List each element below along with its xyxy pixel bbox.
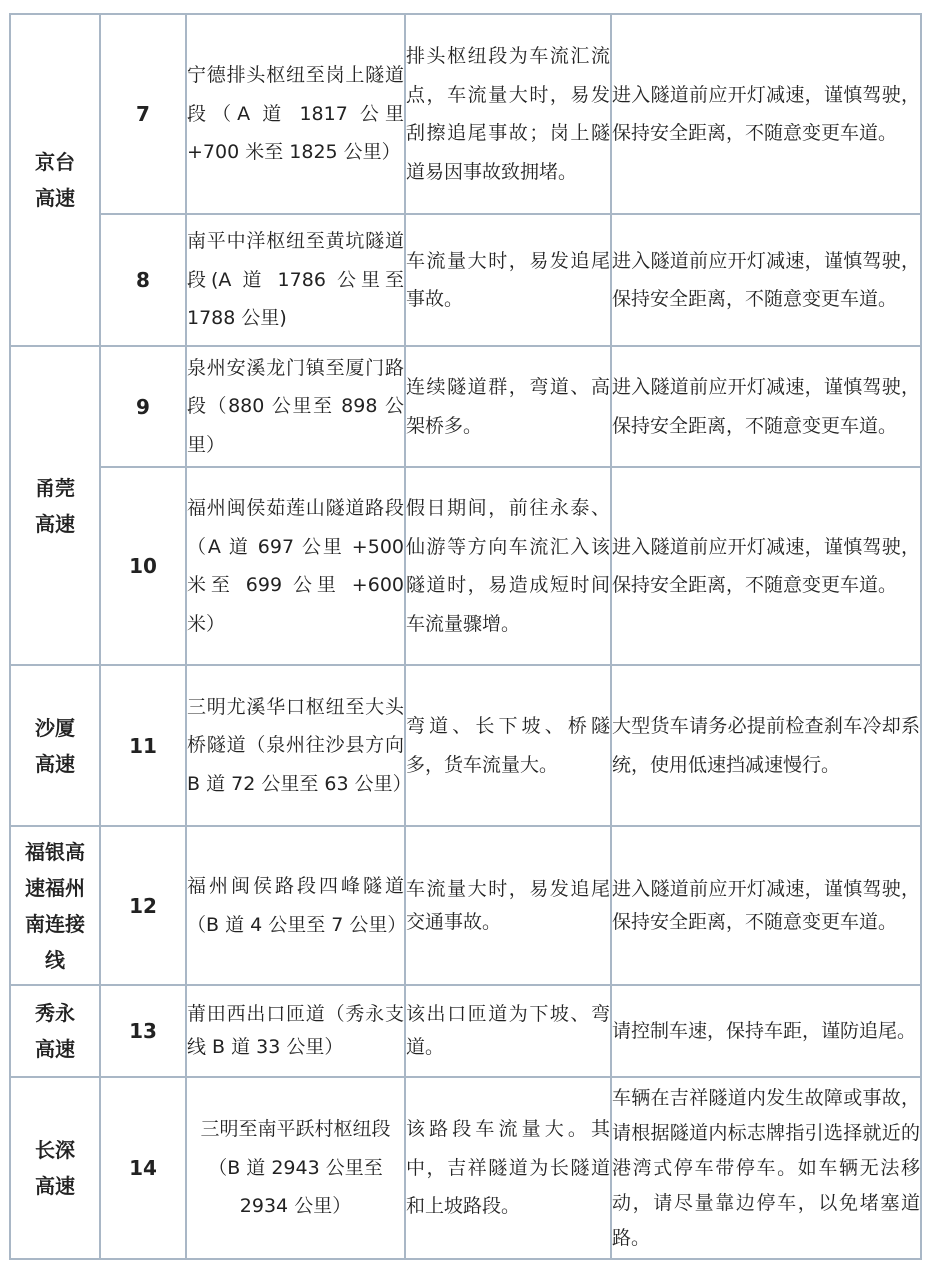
risk-cell [405,346,611,467]
advice-cell [611,1077,921,1259]
table-row [10,1077,921,1259]
section-cell [186,14,405,214]
road-cell [10,826,100,985]
section-text: 福州闽侯茹莲山隧道路段（A 道 697 公里 +500 米至 699 公里 +600 米） [187,497,404,635]
row-number: 12 [129,893,157,918]
advice-text: 进入隧道前应开灯减速，谨慎驾驶，保持安全距离，不随意变更车道。 [612,877,920,933]
section-text: 三明尤溪华口枢纽至大头桥隧道（泉州往沙县方向 B 道 72 公里至 63 公里） [187,695,412,795]
advice-cell [611,985,921,1077]
road-cell [10,346,100,665]
section-text: 三明至南平跃村枢纽段（B 道 2943 公里至 2934 公里） [200,1118,391,1218]
risk-text: 连续隧道群，弯道、高架桥多。 [406,376,610,437]
risk-text: 车流量大时，易发追尾交通事故。 [406,877,610,933]
advice-cell [611,346,921,467]
row-number: 10 [129,554,157,578]
number-cell [100,1077,186,1259]
section-cell [186,826,405,985]
row-number: 7 [136,102,150,126]
risk-text: 该路段车流量大。其中，吉祥隧道为长隧道和上坡路段。 [406,1118,610,1218]
road-cell [10,985,100,1077]
road-cell [10,665,100,826]
section-text: 宁德排头枢纽至岗上隧道段（A 道 1817 公里+700 米至 1825 公里） [187,64,404,164]
road-name: 长深 高速 [35,1138,75,1198]
row-number: 11 [129,733,157,758]
risk-text: 假日期间，前往永泰、仙游等方向车流汇入该隧道时，易造成短时间车流量骤增。 [406,497,610,635]
row-number: 8 [136,268,150,292]
table-row [10,826,921,985]
road-name: 甬莞 高速 [35,475,75,536]
advice-cell [611,467,921,665]
advice-cell [611,14,921,214]
advice-text: 请控制车速，保持车距，谨防追尾。 [612,1019,917,1042]
advice-text: 进入隧道前应开灯减速，谨慎驾驶，保持安全距离，不随意变更车道。 [612,83,920,144]
road-name: 秀永 高速 [35,1001,75,1061]
table-row [10,467,921,665]
row-number: 9 [136,394,150,419]
risk-cell [405,14,611,214]
expressway-hazard-table [9,13,922,1260]
section-text: 泉州安溪龙门镇至厦门路段（880 公里至 898 公里） [187,356,404,456]
risk-cell [405,467,611,665]
advice-cell [611,214,921,346]
risk-text: 排头枢纽段为车流汇流点，车流量大时，易发刮擦追尾事故；岗上隧道易因事故致拥堵。 [406,45,610,183]
risk-cell [405,665,611,826]
risk-cell [405,1077,611,1259]
advice-text: 大型货车请务必提前检查刹车冷却系统，使用低速挡减速慢行。 [612,715,920,776]
number-cell [100,985,186,1077]
section-cell [186,346,405,467]
section-cell [186,214,405,346]
risk-cell [405,985,611,1077]
table-row [10,214,921,346]
road-cell [10,14,100,346]
row-number: 13 [129,1019,157,1043]
advice-text: 进入隧道前应开灯减速，谨慎驾驶，保持安全距离，不随意变更车道。 [612,376,920,437]
advice-text: 车辆在吉祥隧道内发生故障或事故，请根据隧道内标志牌指引选择就近的港湾式停车带停车。如车辆无法移动，请尽量靠边停车，以免堵塞道路。 [612,1086,920,1249]
number-cell [100,665,186,826]
number-cell [100,346,186,467]
table-row [10,346,921,467]
section-text: 莆田西出口匝道（秀永支线 B 道 33 公里） [187,1003,404,1058]
section-cell [186,665,412,826]
risk-text: 车流量大时，易发追尾事故。 [406,249,610,310]
risk-cell [405,214,611,346]
road-name: 京台 高速 [35,150,75,210]
advice-text: 进入隧道前应开灯减速，谨慎驾驶，保持安全距离，不随意变更车道。 [612,535,920,596]
advice-cell [611,826,921,985]
number-cell [100,14,186,214]
number-cell [100,826,186,985]
risk-text: 该出口匝道为下坡、弯道。 [406,1003,610,1058]
risk-text: 弯道、长下坡、桥隧多，货车流量大。 [406,715,610,776]
section-cell [186,1077,405,1259]
number-cell [100,467,186,665]
section-cell [186,467,405,665]
road-cell [10,1077,100,1259]
table-row [10,665,921,826]
section-cell [186,985,405,1077]
advice-text: 进入隧道前应开灯减速，谨慎驾驶，保持安全距离，不随意变更车道。 [612,249,920,310]
table-row [10,14,921,214]
table-row [10,985,921,1077]
road-name: 福银高 速福州 南连接 线 [25,839,85,972]
section-text: 福州闽侯路段四峰隧道（B 道 4 公里至 7 公里） [187,875,407,936]
number-cell [100,214,186,346]
section-text: 南平中洋枢纽至黄坑隧道段(A 道 1786 公里至 1788 公里) [187,230,404,330]
advice-cell [611,665,921,826]
risk-cell [405,826,611,985]
row-number: 14 [129,1156,157,1180]
road-name: 沙厦 高速 [35,715,75,776]
